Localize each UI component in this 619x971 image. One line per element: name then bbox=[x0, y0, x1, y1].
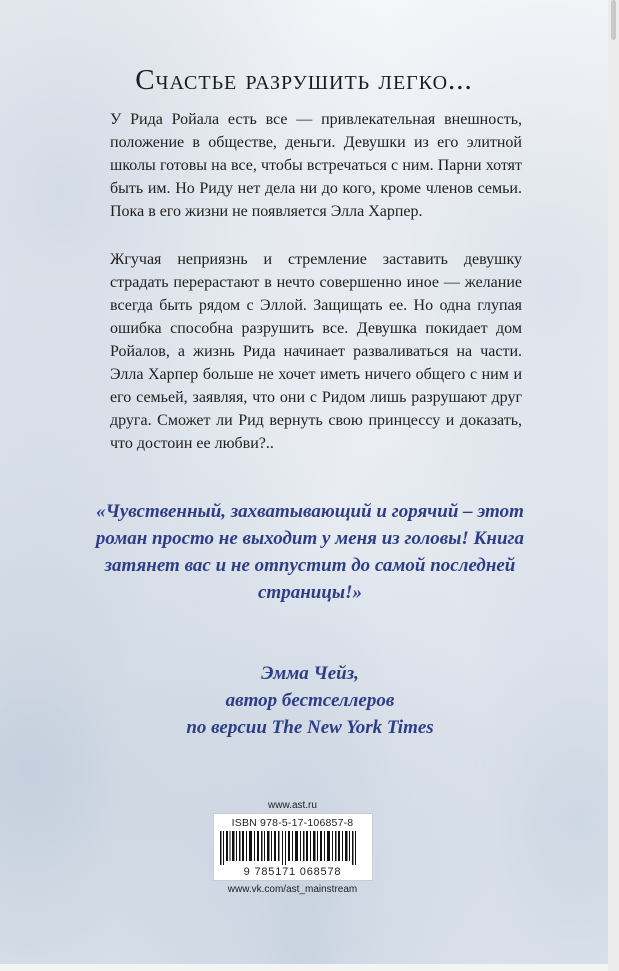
review-quote: «Чувственный, захватывающий и горячий – этот роман просто не выходит у меня из головы! Книга затянет вас и не отпустит до самой последней страницы!» bbox=[95, 501, 525, 603]
barcode-digits: 9 785171 068578 bbox=[243, 866, 342, 878]
attribution-title: автор бестселлеров bbox=[225, 690, 395, 711]
quote-attribution bbox=[95, 660, 525, 741]
isbn-box bbox=[213, 813, 373, 881]
scrollbar-thumb[interactable] bbox=[611, 0, 616, 40]
barcode-block bbox=[205, 800, 380, 895]
publisher-site: www.ast.ru bbox=[268, 800, 317, 811]
isbn-number: ISBN 978-5-17-106857-8 bbox=[231, 817, 354, 829]
attribution-author: Эмма Чейз, bbox=[261, 663, 359, 684]
description-paragraph-2: Жгучая неприязнь и стремление заставить девушку страдать перерастают в нечто совершенно иное — желание всегда быть рядом с Эллой. Защищать ее. Но одна глупая ошибка способна разрушить все. Девушка покидает дом Ройалов, а жизнь Рида начинает разваливаться на части. Элла Харпер больше не хочет иметь ничего общего с ним и его семьей, заявляя, что они с Ридом лишь разрушают друг друга. Сможет ли Рид вернуть свою принцессу и доказать, что достоин ее любви?.. bbox=[110, 251, 522, 452]
description-paragraph-1: У Рида Ройала есть все — привлекательная внешность, положение в обществе, деньги. Девушки из его элитной школы готовы на все, чтобы встречаться с ним. Парни хотят быть им. Но Риду нет дела ни до кого, кроме членов семьи. Пока в его жизни не появляется Элла Харпер. bbox=[110, 111, 522, 220]
vertical-scrollbar[interactable] bbox=[608, 0, 619, 971]
cover-heading: Счастье разрушить легко... bbox=[135, 64, 473, 96]
social-link: www.vk.com/ast_mainstream bbox=[227, 884, 358, 895]
attribution-source: по версии The New York Times bbox=[186, 717, 434, 738]
barcode-icon bbox=[218, 831, 368, 865]
